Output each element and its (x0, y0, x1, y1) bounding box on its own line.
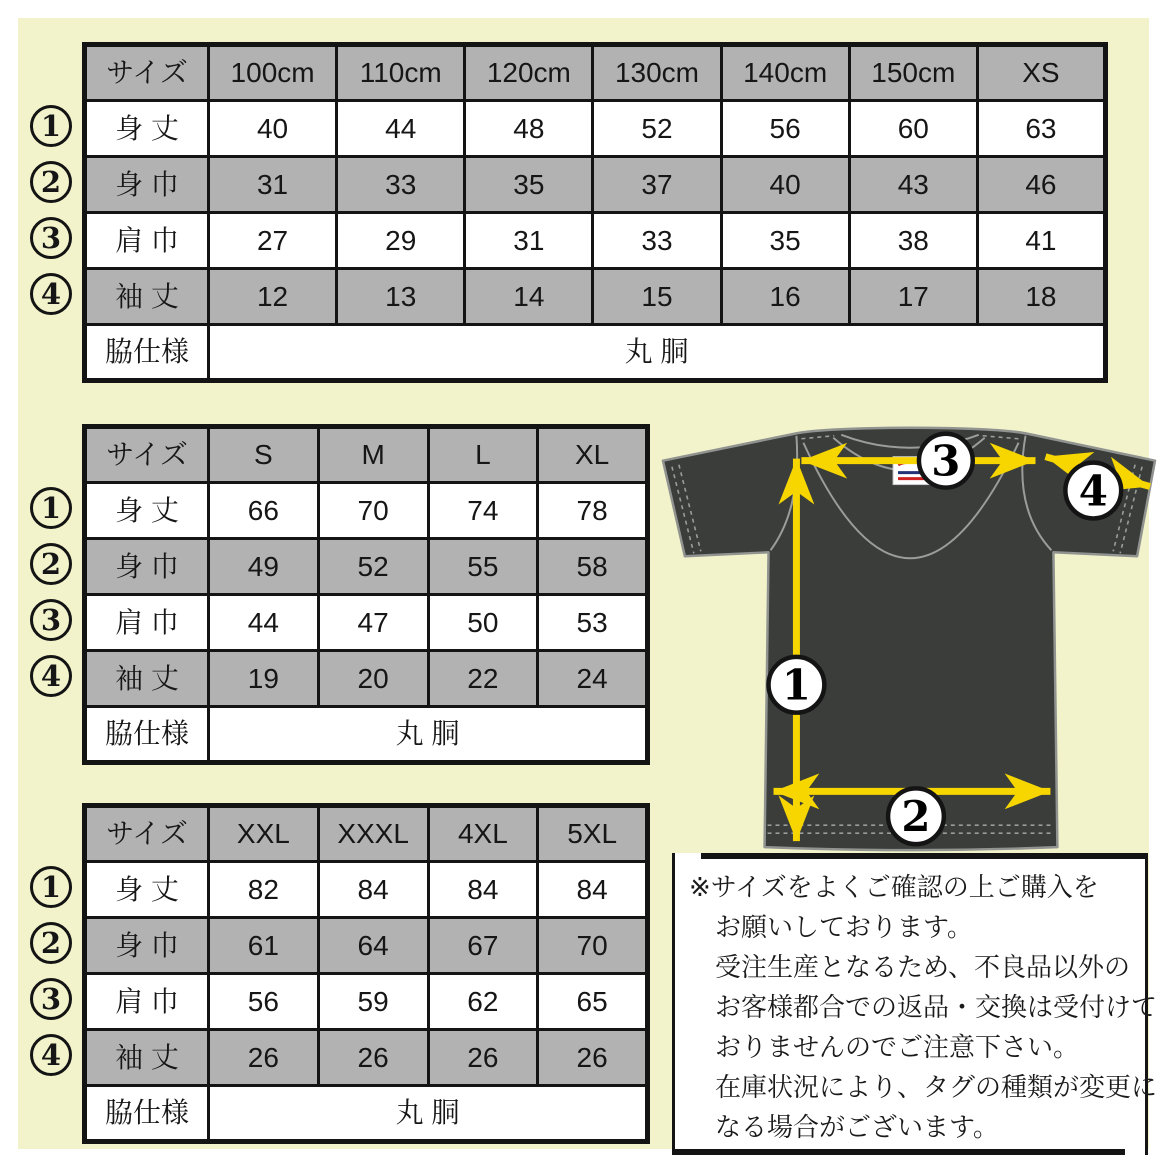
notice-line: お客様都合での返品・交換は受付けて (715, 992, 1158, 1022)
size-column-header: XS (977, 45, 1105, 101)
measurement-value-cell: 66 (209, 483, 319, 539)
size-column-header: XXL (209, 806, 319, 862)
measurement-value-cell: 13 (337, 269, 465, 325)
kids-size-table (40, 42, 1108, 378)
measurement-row-label: 肩 巾 (85, 213, 209, 269)
measurement-value-cell: 38 (849, 213, 977, 269)
measure-number-label: 1 (40, 491, 62, 525)
size-column-header: XL (538, 427, 648, 483)
measurement-row-label: 肩 巾 (85, 595, 209, 651)
adult-size-table (40, 424, 650, 760)
measurement-row-label: 袖 丈 (85, 269, 209, 325)
measurement-value-cell: 59 (318, 974, 428, 1030)
measurement-value-cell: 27 (209, 213, 337, 269)
measure-number-3-badge (30, 978, 72, 1020)
measure-number-2-badge (30, 922, 72, 964)
size-column-header: 150cm (849, 45, 977, 101)
measure-number-label: 4 (40, 659, 62, 693)
size-column-header: 110cm (337, 45, 465, 101)
measurement-row-label: 身 巾 (85, 918, 209, 974)
side-spec-label: 脇仕様 (85, 325, 209, 381)
tshirt-diagram (652, 398, 1162, 860)
measurement-row-label: 身 丈 (85, 483, 209, 539)
big-size-table (40, 803, 650, 1139)
notice-border-bottom (672, 1149, 1125, 1155)
size-label-header: サイズ (85, 806, 209, 862)
measurement-row-label: 身 巾 (85, 539, 209, 595)
measurement-value-cell: 47 (318, 595, 428, 651)
measurement-row-label: 身 丈 (85, 101, 209, 157)
notice-line: なる場合がございます。 (715, 1112, 999, 1142)
measurement-value-cell: 55 (428, 539, 538, 595)
measurement-value-cell: 15 (593, 269, 721, 325)
measurement-row-label: 身 巾 (85, 157, 209, 213)
measurement-value-cell: 40 (721, 157, 849, 213)
measurement-value-cell: 26 (428, 1030, 538, 1086)
measurement-value-cell: 48 (465, 101, 593, 157)
size-table (82, 42, 1108, 383)
measure-number-2-badge (30, 161, 72, 203)
measurement-value-cell: 46 (977, 157, 1105, 213)
measurement-value-cell: 67 (428, 918, 538, 974)
measurement-value-cell: 64 (318, 918, 428, 974)
measure-number-label: 4 (40, 1038, 62, 1072)
measurement-value-cell: 44 (209, 595, 319, 651)
measure-number-label: 2 (40, 926, 62, 960)
measure-number-1-badge (30, 487, 72, 529)
measurement-value-cell: 50 (428, 595, 538, 651)
size-column-header: 130cm (593, 45, 721, 101)
measurement-value-cell: 37 (593, 157, 721, 213)
measure-number-4-badge (30, 273, 72, 315)
measure-number-1-badge (30, 866, 72, 908)
measurement-value-cell: 40 (209, 101, 337, 157)
measurement-value-cell: 61 (209, 918, 319, 974)
measurement-row-label: 袖 丈 (85, 651, 209, 707)
diagram-number-2: 2 (901, 792, 931, 842)
measurement-value-cell: 26 (318, 1030, 428, 1086)
measurement-value-cell: 52 (318, 539, 428, 595)
measurement-row-label: 肩 巾 (85, 974, 209, 1030)
size-column-header: S (209, 427, 319, 483)
size-label-header: サイズ (85, 45, 209, 101)
measure-number-3-badge (30, 599, 72, 641)
measurement-value-cell: 14 (465, 269, 593, 325)
measure-number-1-badge (30, 105, 72, 147)
measurement-value-cell: 20 (318, 651, 428, 707)
measurement-value-cell: 70 (318, 483, 428, 539)
measurement-value-cell: 31 (209, 157, 337, 213)
side-spec-value: 丸 胴 (209, 325, 1106, 381)
measure-number-label: 3 (40, 221, 62, 255)
size-column-header: XXXL (318, 806, 428, 862)
measure-number-label: 1 (40, 109, 62, 143)
size-column-header: 140cm (721, 45, 849, 101)
side-spec-label: 脇仕様 (85, 1086, 209, 1142)
measurement-value-cell: 22 (428, 651, 538, 707)
measure-number-2-badge (30, 543, 72, 585)
side-spec-value: 丸 胴 (209, 707, 648, 763)
side-spec-label: 脇仕様 (85, 707, 209, 763)
measurement-value-cell: 19 (209, 651, 319, 707)
size-column-header: 100cm (209, 45, 337, 101)
size-column-header: 4XL (428, 806, 538, 862)
size-label-header: サイズ (85, 427, 209, 483)
measure-number-4-badge (30, 1034, 72, 1076)
measurement-value-cell: 49 (209, 539, 319, 595)
size-column-header: M (318, 427, 428, 483)
size-column-header: L (428, 427, 538, 483)
size-table (82, 803, 650, 1144)
notice-line: おりませんのでご注意下さい。 (715, 1032, 1080, 1062)
diagram-number-4: 4 (1078, 466, 1108, 516)
measurement-value-cell: 74 (428, 483, 538, 539)
size-table (82, 424, 650, 765)
size-column-header: 120cm (465, 45, 593, 101)
measure-number-label: 3 (40, 603, 62, 637)
notice-line: お願いしております。 (715, 912, 973, 942)
measurement-value-cell: 52 (593, 101, 721, 157)
measurement-value-cell: 31 (465, 213, 593, 269)
notice-line: 受注生産となるため、不良品以外の (715, 952, 1130, 982)
measurement-value-cell: 33 (337, 157, 465, 213)
measure-number-label: 2 (40, 165, 62, 199)
measure-number-4-badge (30, 655, 72, 697)
size-column-header: 5XL (538, 806, 648, 862)
notice-box (672, 853, 1158, 1155)
measurement-value-cell: 35 (721, 213, 849, 269)
notice-line: ※サイズをよくご確認の上ご購入を (689, 872, 1099, 902)
measurement-value-cell: 56 (721, 101, 849, 157)
measurement-value-cell: 33 (593, 213, 721, 269)
measurement-value-cell: 44 (337, 101, 465, 157)
notice-line: 在庫状況により、タグの種類が変更に (715, 1072, 1158, 1102)
measure-number-label: 4 (40, 277, 62, 311)
measurement-value-cell: 58 (538, 539, 648, 595)
measure-number-label: 2 (40, 547, 62, 581)
measurement-value-cell: 26 (209, 1030, 319, 1086)
measurement-value-cell: 84 (318, 862, 428, 918)
measurement-value-cell: 60 (849, 101, 977, 157)
diagram-number-3: 3 (931, 436, 961, 486)
measurement-value-cell: 16 (721, 269, 849, 325)
measurement-value-cell: 82 (209, 862, 319, 918)
measurement-value-cell: 78 (538, 483, 648, 539)
measurement-value-cell: 26 (538, 1030, 648, 1086)
measurement-value-cell: 18 (977, 269, 1105, 325)
diagram-number-1: 1 (781, 660, 811, 710)
measurement-value-cell: 24 (538, 651, 648, 707)
measurement-value-cell: 35 (465, 157, 593, 213)
measurement-value-cell: 65 (538, 974, 648, 1030)
measure-number-label: 1 (40, 870, 62, 904)
measurement-value-cell: 12 (209, 269, 337, 325)
measurement-value-cell: 53 (538, 595, 648, 651)
measurement-value-cell: 84 (428, 862, 538, 918)
side-spec-value: 丸 胴 (209, 1086, 648, 1142)
measurement-value-cell: 17 (849, 269, 977, 325)
measurement-value-cell: 43 (849, 157, 977, 213)
measurement-value-cell: 62 (428, 974, 538, 1030)
measurement-row-label: 袖 丈 (85, 1030, 209, 1086)
measurement-value-cell: 41 (977, 213, 1105, 269)
measurement-row-label: 身 丈 (85, 862, 209, 918)
measure-number-3-badge (30, 217, 72, 259)
notice-border-top (701, 853, 1148, 859)
measurement-value-cell: 56 (209, 974, 319, 1030)
measurement-value-cell: 63 (977, 101, 1105, 157)
measure-number-label: 3 (40, 982, 62, 1016)
measurement-value-cell: 29 (337, 213, 465, 269)
measurement-value-cell: 84 (538, 862, 648, 918)
measurement-value-cell: 70 (538, 918, 648, 974)
